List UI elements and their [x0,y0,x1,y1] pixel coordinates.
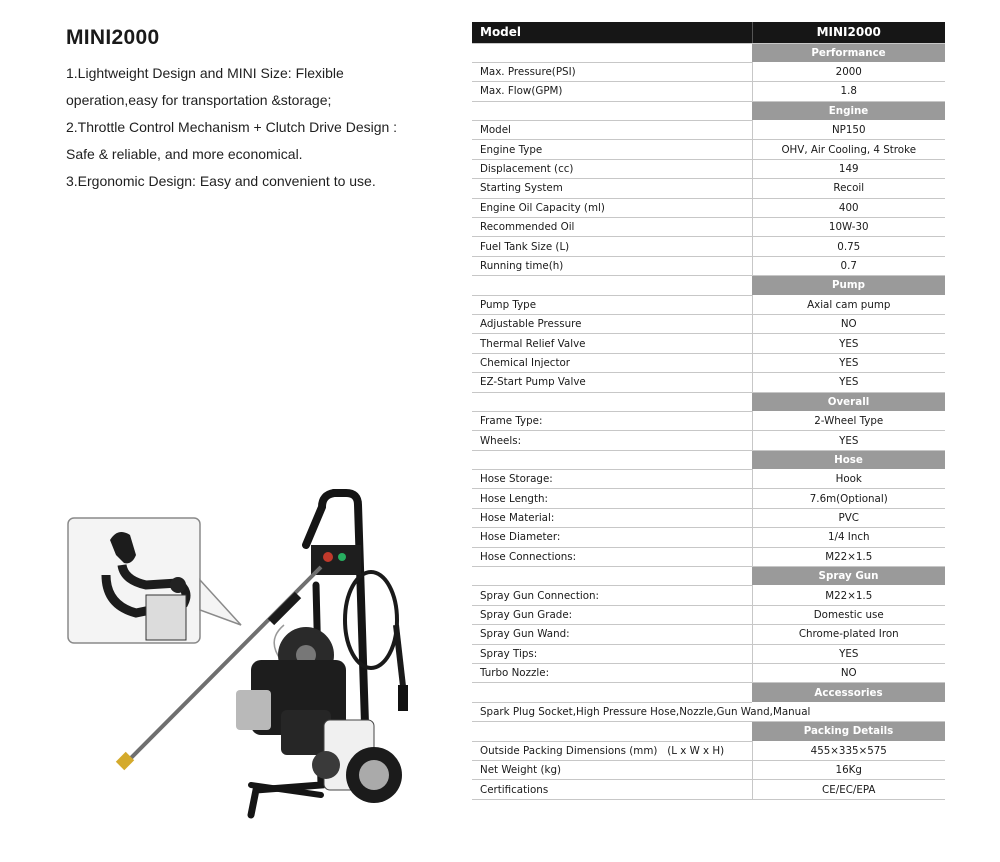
spec-value: 400 [752,198,945,217]
spec-value: 1/4 Inch [752,528,945,547]
spec-label: Spray Tips: [472,644,752,663]
spec-label: Recommended Oil [472,218,752,237]
section-header-performance [472,43,945,62]
spec-label: Hose Material: [472,508,752,527]
section-spacer [472,722,752,741]
section-header-spray-gun [472,567,945,586]
spec-table [472,22,945,800]
spec-value: 1.8 [752,82,945,101]
feature-line: 2.Throttle Control Mechanism + Clutch Drive Design : [66,119,398,135]
table-row [472,353,945,372]
section-title: Engine [752,101,945,120]
section-title: Overall [752,392,945,411]
section-spacer [472,392,752,411]
spec-value: 0.75 [752,237,945,256]
table-row [472,470,945,489]
feature-line: 1.Lightweight Design and MINI Size: Flexible [66,65,344,81]
spec-label: Displacement (cc) [472,159,752,178]
spec-label: Spray Gun Grade: [472,605,752,624]
spec-value: 149 [752,159,945,178]
table-row [472,508,945,527]
spec-value: Axial cam pump [752,295,945,314]
spec-label: Hose Length: [472,489,752,508]
table-row [472,82,945,101]
section-spacer [472,683,752,702]
section-header-pump [472,276,945,295]
spec-label: Spray Gun Connection: [472,586,752,605]
accessories-text: Spark Plug Socket,High Pressure Hose,Nozzle,Gun Wand,Manual [472,702,945,721]
feature-line: operation,easy for transportation &storage; [66,92,332,108]
spec-label: Thermal Relief Valve [472,334,752,353]
table-row [472,741,945,760]
spec-label: Fuel Tank Size (L) [472,237,752,256]
pressure-washer-image [66,485,426,835]
table-row [472,644,945,663]
spec-label: Outside Packing Dimensions (mm) (L x W x H) [472,741,752,760]
spec-value: OHV, Air Cooling, 4 Stroke [752,140,945,159]
table-row [472,295,945,314]
spec-label: Engine Oil Capacity (ml) [472,198,752,217]
spec-value: M22×1.5 [752,547,945,566]
section-spacer [472,276,752,295]
spec-value: YES [752,644,945,663]
spec-value: NO [752,314,945,333]
spec-value: 455×335×575 [752,741,945,760]
feature-line: 3.Ergonomic Design: Easy and convenient to use. [66,173,376,189]
section-spacer [472,43,752,62]
spec-label: Running time(h) [472,256,752,275]
spec-header-row [472,22,945,43]
spec-label: Max. Flow(GPM) [472,82,752,101]
spec-value: 10W-30 [752,218,945,237]
header-label: Model [472,22,752,43]
section-spacer [472,101,752,120]
table-row [472,179,945,198]
table-row [472,198,945,217]
section-header-accessories [472,683,945,702]
table-row [472,760,945,779]
spec-label: Net Weight (kg) [472,760,752,779]
spec-value: 0.7 [752,256,945,275]
spec-label: Starting System [472,179,752,198]
spec-value: YES [752,353,945,372]
spec-value: 16Kg [752,760,945,779]
spec-label: Hose Storage: [472,470,752,489]
spec-value: 2-Wheel Type [752,411,945,430]
table-row [472,237,945,256]
spec-value: 2000 [752,62,945,81]
spec-label: EZ-Start Pump Valve [472,373,752,392]
table-row [472,702,945,721]
section-spacer [472,450,752,469]
spec-label: Wheels: [472,431,752,450]
section-spacer [472,567,752,586]
spec-label: Pump Type [472,295,752,314]
table-row [472,140,945,159]
table-row [472,218,945,237]
header-value: MINI2000 [752,22,945,43]
product-description [66,26,446,195]
feature-list [66,60,446,195]
handle-detail-inset [68,518,241,643]
table-row [472,586,945,605]
spec-value: PVC [752,508,945,527]
spec-label: Model [472,121,752,140]
spec-value: Chrome-plated Iron [752,625,945,644]
table-row [472,334,945,353]
table-row [472,547,945,566]
section-title: Pump [752,276,945,295]
section-title: Hose [752,450,945,469]
table-row [472,431,945,450]
spec-label: Engine Type [472,140,752,159]
section-title: Packing Details [752,722,945,741]
spec-value: CE/EC/EPA [752,780,945,799]
section-title: Spray Gun [752,567,945,586]
spec-value: Recoil [752,179,945,198]
table-row [472,121,945,140]
spec-value: YES [752,431,945,450]
section-header-hose [472,450,945,469]
spec-label: Max. Pressure(PSI) [472,62,752,81]
section-title: Accessories [752,683,945,702]
spec-label: Frame Type: [472,411,752,430]
table-row [472,605,945,624]
spec-value: YES [752,373,945,392]
spec-value: Domestic use [752,605,945,624]
spec-label: Adjustable Pressure [472,314,752,333]
spec-value: YES [752,334,945,353]
spec-value: 7.6m(Optional) [752,489,945,508]
spec-label: Spray Gun Wand: [472,625,752,644]
table-row [472,625,945,644]
spec-label: Hose Connections: [472,547,752,566]
table-row [472,780,945,799]
product-title: MINI2000 [66,26,160,49]
spec-value: M22×1.5 [752,586,945,605]
spec-value: NP150 [752,121,945,140]
spec-label: Chemical Injector [472,353,752,372]
table-row [472,664,945,683]
feature-line: Safe & reliable, and more economical. [66,146,303,162]
table-row [472,528,945,547]
table-row [472,373,945,392]
section-header-packing [472,722,945,741]
table-row [472,159,945,178]
table-row [472,256,945,275]
spec-label: Turbo Nozzle: [472,664,752,683]
table-row [472,489,945,508]
spec-value: NO [752,664,945,683]
table-row [472,314,945,333]
spec-label: Hose Diameter: [472,528,752,547]
section-header-overall [472,392,945,411]
table-row [472,62,945,81]
spec-label: Certifications [472,780,752,799]
spec-value: Hook [752,470,945,489]
table-row [472,411,945,430]
section-title: Performance [752,43,945,62]
section-header-engine [472,101,945,120]
